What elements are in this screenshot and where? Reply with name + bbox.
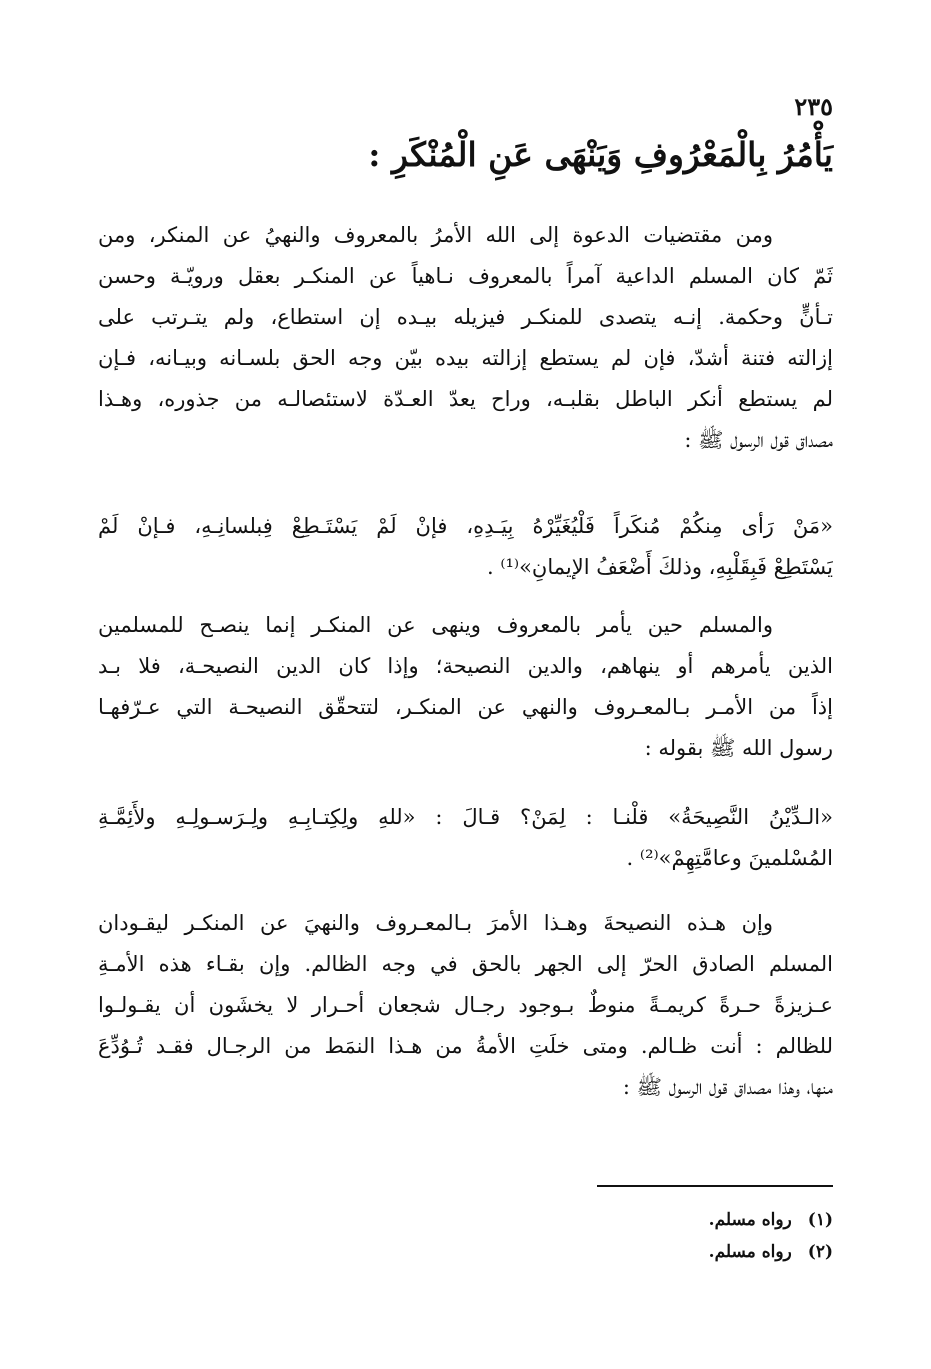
paragraph-1 xyxy=(98,215,833,461)
footnote-text: رواه مسلم. xyxy=(708,1242,792,1262)
footnote-text: رواه مسلم. xyxy=(708,1210,792,1230)
quote-line: المُسْلمينَ وعامَّتِهِمْ»⁽²⁾ . xyxy=(626,846,833,870)
paragraph-line: ثَمّ كان المسلم الداعية آمراً بالمعروف نـاهياً عن المنكـر بعقل ورويّـة وحسن xyxy=(98,264,833,288)
hadith-quote-2 xyxy=(98,797,833,879)
page-number: ٢٣٥ xyxy=(794,92,833,121)
quote-line: يَسْتَطِعْ فَبِقَلْبِهِ، وذلكَ أَضْعَفُ الإيمانِ»⁽¹⁾ . xyxy=(486,555,833,579)
paragraph-line: الذين يأمرهم أو ينهاهم، والدين النصيحة؛ وإذا كان الدين النصيحـة، فلا بـد xyxy=(98,654,833,678)
paragraph-line: رسول الله ﷺ بقوله : xyxy=(644,736,833,760)
paragraph-line: وإن هـذه النصيحةَ وهـذا الأمرَ بـالمعـروف والنهيَ عن المنكـر ليقـودان xyxy=(98,911,773,935)
quote-line: «مَنْ رَأى مِنكُمْ مُنكَراً فَلْيُغَيِّرْهُ بِيَـدِهِ، فإنْ لَمْ يَسْتَـطِعْ فِبلسانِـهِ، فـإنْ لَمْ xyxy=(98,514,833,538)
paragraph-line: المسلم الصادق الحرّ إلى الجهر بالحق في وجه الظالم. وإن بقـاء هذه الأمـةِ xyxy=(98,952,833,976)
paragraph-line: تـأنٍّ وحكمة. إنـه يتصدى للمنكـر فيزيله بيـده إن استطاع، ولم يتـرتب على xyxy=(98,305,833,329)
quote-line: «الـدِّيْنُ النَّصِيحَةُ» قلْنـا : لِمَنْ؟ قـالَ : «للهِ ولِكِتـابِـهِ ولِـرَسـولِـهِ ولأَئِمَّـةِ xyxy=(98,805,833,829)
footnote-1 xyxy=(709,1205,833,1237)
footnotes xyxy=(709,1205,833,1269)
footnote-divider xyxy=(597,1185,833,1187)
paragraph-line: والمسلم حين يأمر بالمعروف وينهى عن المنكـر إنما ينصـح للمسلمين xyxy=(98,613,773,637)
hadith-quote-1 xyxy=(98,506,833,588)
footnote-2 xyxy=(709,1237,833,1269)
paragraph-line: عـزيزةً حـرةً كريمـةً منوطٌ بـوجود رجـال شجعان أحـرار لا يخشَون أن يقـولـوا xyxy=(98,993,833,1017)
paragraph-line: ومن مقتضيات الدعوة إلى الله الأمرُ بالمعروف والنهيُ عن المنكر، ومن xyxy=(98,223,773,247)
paragraph-3 xyxy=(98,903,833,1108)
paragraph-line: إزالته فتنة أشدّ، فإن لم يستطع إزالته بيده بيّن وجه الحق بلسـانه وبيـانه، فـإن xyxy=(98,346,833,370)
paragraph-line: لم يستطع أنكر الباطل بقلبـه، وراح يعدّ العـدّة لاستئصالـه من جذوره، وهـذا xyxy=(98,387,833,411)
paragraph-line: منها، وهذا مصداق قول الرسول ﷺ : xyxy=(622,1075,833,1099)
footnote-number: (١) xyxy=(807,1210,833,1230)
section-heading: يَأْمُرُ بِالْمَعْرُوفِ وَيَنْهَى عَنِ الْمُنْكَرِ : xyxy=(368,135,833,174)
paragraph-line: مصداق قول الرسول ﷺ : xyxy=(684,428,833,452)
paragraph-2 xyxy=(98,605,833,769)
footnote-number: (٢) xyxy=(807,1242,833,1262)
paragraph-line: للظالم : أنت ظـالم. ومتى خلَتِ الأمةُ من هـذا النمَط من الرجـال فقـد تُـوُدِّعَ xyxy=(98,1034,833,1058)
paragraph-line: إذاً من الأمـر بـالمعـروف والنهي عن المنكـر، لتتحقّق النصيحـة التي عـرّفهـا xyxy=(98,695,833,719)
